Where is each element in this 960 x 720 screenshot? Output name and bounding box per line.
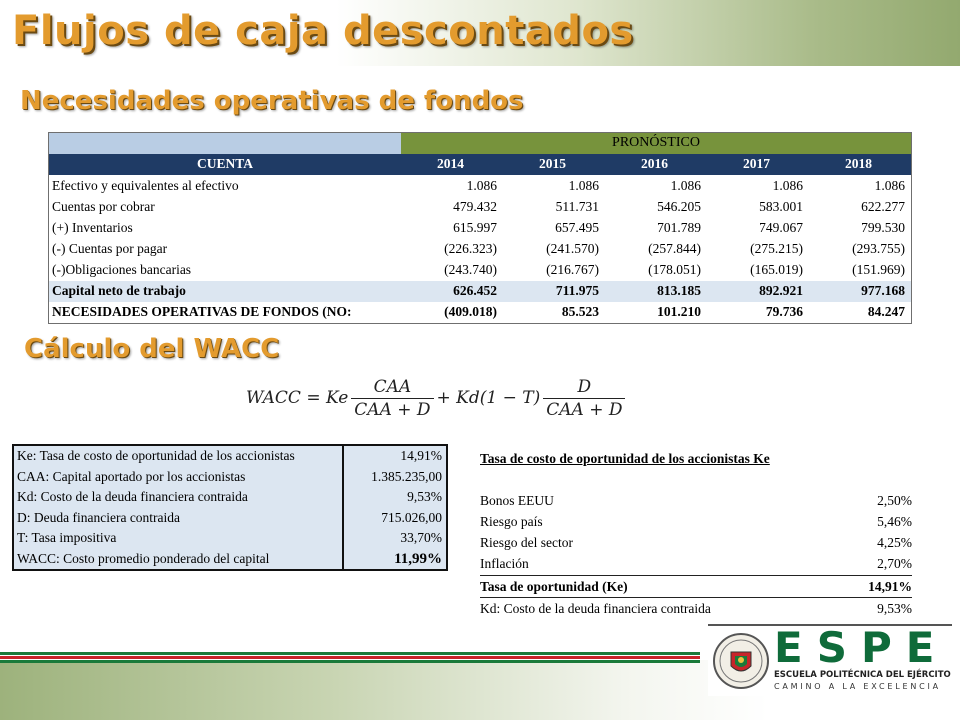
espe-motto: CAMINO A LA EXCELENCIA <box>774 682 941 691</box>
table-row <box>14 467 446 488</box>
table-row <box>480 532 912 553</box>
param-value: 14,91% <box>400 448 442 463</box>
table-row <box>49 197 911 218</box>
table-row <box>49 176 911 197</box>
cell-value: 701.789 <box>657 220 701 235</box>
formula-fraction-debt <box>543 377 625 420</box>
section-title-nof: Necesidades operativas de fondos <box>20 86 524 116</box>
nof-year-header: 2015 <box>539 156 566 171</box>
table-row <box>49 218 911 239</box>
cell-value: 546.205 <box>657 199 701 214</box>
ke-value: 4,25% <box>877 535 912 550</box>
wacc-formula <box>246 372 628 424</box>
fraction-numerator: CAA <box>373 376 412 397</box>
table-row-kd <box>480 597 912 618</box>
table-row-ke-total <box>480 575 912 596</box>
param-value: 1.385.235,00 <box>371 468 442 484</box>
cell-value: (151.969) <box>852 262 905 277</box>
param-value: 9,53% <box>407 489 442 504</box>
cell-value: 84.247 <box>867 304 905 319</box>
cell-value: 615.997 <box>453 220 497 235</box>
cell-value: (409.018) <box>444 304 497 319</box>
nof-year-header: 2016 <box>641 156 668 171</box>
decorative-red-line <box>0 656 700 659</box>
table-row <box>14 446 446 467</box>
cell-value: 622.277 <box>861 199 905 214</box>
table-row-total <box>49 281 911 302</box>
espe-wordmark: ESPE <box>774 623 949 672</box>
param-label: CAA: Capital aportado por los accionistas <box>14 467 344 488</box>
param-value: 33,70% <box>400 530 442 545</box>
ke-label: Riesgo del sector <box>480 535 573 550</box>
row-label: Capital neto de trabajo <box>52 283 186 298</box>
table-row <box>49 239 911 260</box>
row-label: (-)Obligaciones bancarias <box>52 262 192 277</box>
nof-header-spacer <box>49 133 401 154</box>
nof-table <box>48 132 912 324</box>
ke-value: 2,50% <box>877 493 912 508</box>
cell-value: (275.215) <box>750 241 803 256</box>
formula-fraction-equity <box>351 377 433 420</box>
cell-value: 799.530 <box>861 220 905 235</box>
param-label: WACC: Costo promedio ponderado del capital <box>14 549 344 570</box>
formula-lhs: WACC = Ke <box>246 388 349 408</box>
cell-value: 479.432 <box>453 199 497 214</box>
ke-label: Tasa de oportunidad (Ke) <box>480 579 628 594</box>
fraction-denominator: CAA + D <box>351 398 433 420</box>
fraction-denominator: CAA + D <box>543 398 625 420</box>
nof-year-header: 2014 <box>437 156 464 171</box>
cell-value: (293.755) <box>852 241 905 256</box>
cell-value: (178.051) <box>648 262 701 277</box>
param-label: T: Tasa impositiva <box>14 528 344 549</box>
cell-value: 892.921 <box>759 283 803 298</box>
ke-table-title: Tasa de costo de oportunidad de los accionistas Ke <box>480 451 770 466</box>
ke-label: Bonos EEUU <box>480 493 554 508</box>
formula-middle: + Kd(1 − T) <box>436 388 541 408</box>
ke-value: 9,53% <box>877 601 912 616</box>
nof-year-header: 2018 <box>845 156 872 171</box>
espe-logo <box>708 624 952 696</box>
cell-value: 1.086 <box>466 178 497 193</box>
cell-value: 657.495 <box>555 220 599 235</box>
table-row <box>480 490 912 511</box>
table-row-wacc-result <box>14 549 446 570</box>
cell-value: 711.975 <box>555 283 599 298</box>
ke-table <box>480 448 912 618</box>
row-label: (-) Cuentas por pagar <box>52 241 168 256</box>
nof-group-header-row <box>49 133 911 154</box>
cell-value: 85.523 <box>561 304 599 319</box>
cell-value: 1.086 <box>670 178 701 193</box>
param-label: Kd: Costo de la deuda financiera contraida <box>14 487 344 508</box>
ke-value: 14,91% <box>868 579 912 594</box>
cell-value: 583.001 <box>759 199 803 214</box>
param-label: Ke: Tasa de costo de oportunidad de los accionistas <box>14 446 344 467</box>
espe-subtitle: ESCUELA POLITÉCNICA DEL EJÉRCITO <box>774 670 951 680</box>
cell-value: 1.086 <box>568 178 599 193</box>
table-row <box>14 508 446 529</box>
ke-value: 2,70% <box>877 556 912 571</box>
table-row <box>14 487 446 508</box>
param-label: D: Deuda financiera contraida <box>14 508 344 529</box>
ke-value: 5,46% <box>877 514 912 529</box>
row-label: Cuentas por cobrar <box>52 199 155 214</box>
nof-group-header: PRONÓSTICO <box>401 133 911 154</box>
cell-value: (241.570) <box>546 241 599 256</box>
param-value: 11,99% <box>394 550 442 567</box>
cell-value: 79.736 <box>765 304 803 319</box>
decorative-green-line <box>0 660 700 663</box>
ke-label: Riesgo país <box>480 514 543 529</box>
nof-account-header: CUENTA <box>196 156 253 171</box>
cell-value: (216.767) <box>546 262 599 277</box>
cell-value: 749.067 <box>759 220 803 235</box>
nof-year-header: 2017 <box>743 156 770 171</box>
ke-spacer <box>480 470 912 490</box>
cell-value: 511.731 <box>555 199 599 214</box>
cell-value: (257.844) <box>648 241 701 256</box>
slide-title: Flujos de caja descontados <box>12 8 634 54</box>
param-value: 715.026,00 <box>381 509 442 525</box>
cell-value: 101.210 <box>657 304 701 319</box>
cell-value: (243.740) <box>444 262 497 277</box>
row-label: NECESIDADES OPERATIVAS DE FONDOS (NO: <box>52 304 352 319</box>
section-title-wacc: Cálculo del WACC <box>24 334 280 364</box>
cell-value: (226.323) <box>444 241 497 256</box>
nof-column-header-row <box>49 154 911 175</box>
cell-value: 1.086 <box>772 178 803 193</box>
row-label: Efectivo y equivalentes al efectivo <box>52 178 239 193</box>
espe-seal-icon <box>712 630 770 692</box>
cell-value: 813.185 <box>657 283 701 298</box>
fraction-numerator: D <box>577 376 592 397</box>
table-row <box>480 553 912 574</box>
table-row <box>49 260 911 281</box>
decorative-green-line <box>0 652 700 655</box>
wacc-parameters-table <box>12 444 448 571</box>
table-row <box>480 511 912 532</box>
cell-value: 626.452 <box>453 283 497 298</box>
cell-value: (165.019) <box>750 262 803 277</box>
ke-label: Inflación <box>480 556 529 571</box>
table-row-nof-result <box>49 302 911 323</box>
ke-label: Kd: Costo de la deuda financiera contraida <box>480 601 711 616</box>
cell-value: 977.168 <box>861 283 905 298</box>
cell-value: 1.086 <box>874 178 905 193</box>
row-label: (+) Inventarios <box>52 220 133 235</box>
table-row <box>14 528 446 549</box>
